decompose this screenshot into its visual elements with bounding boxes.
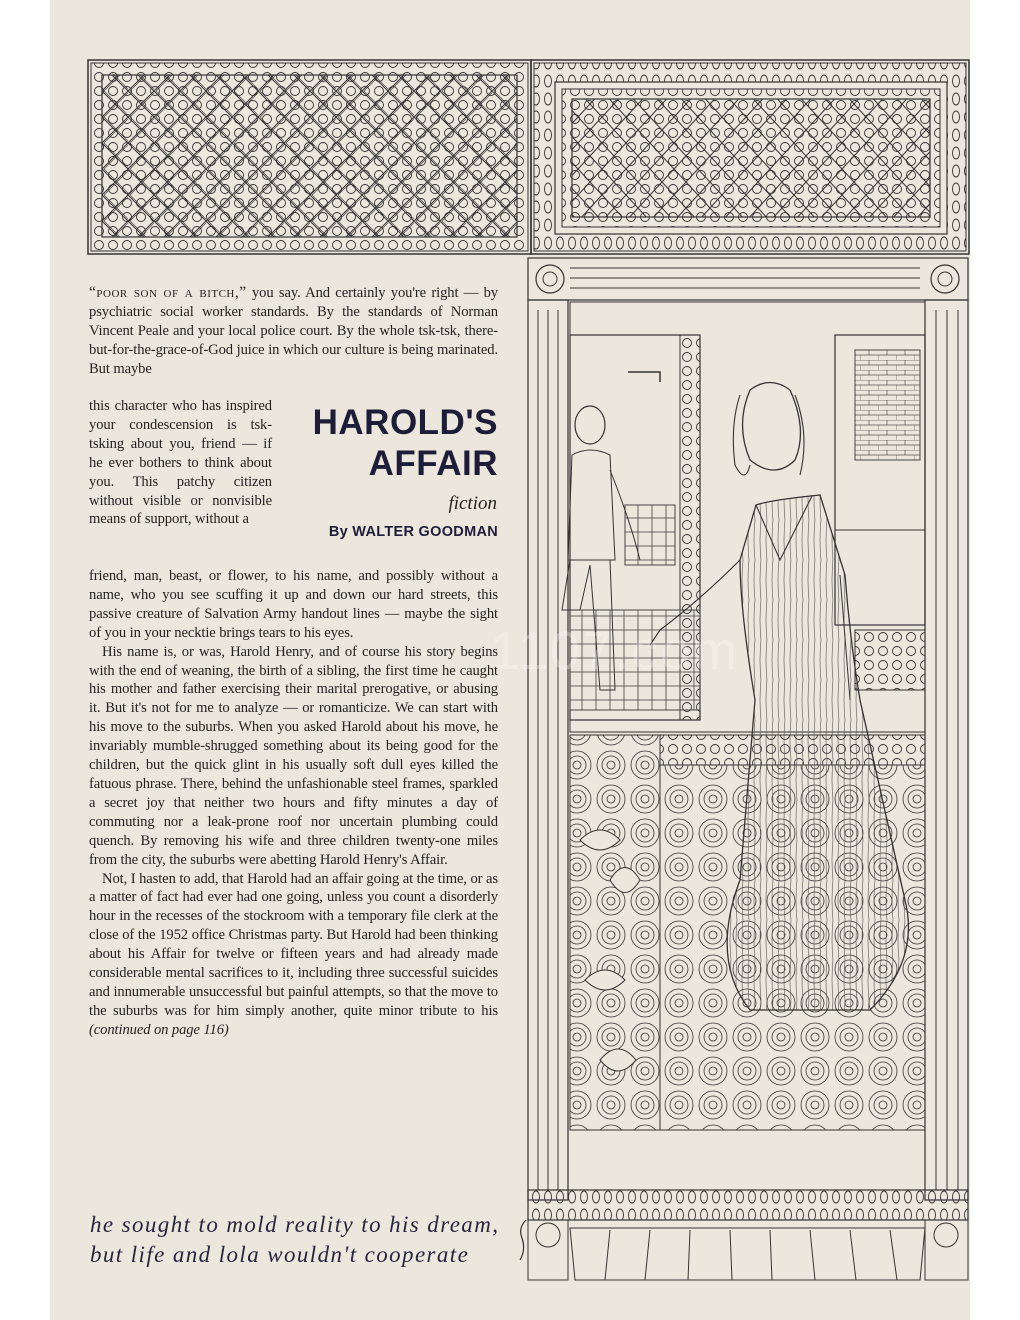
watermark: 1107.com (490, 621, 740, 681)
paragraph-1-text: you say. And certainly you're right — by psychiatric social worker standards. By the standards of Norman Vincent Peale and your local police court. By the whole tsk-tsk, there-but-for-the-grace-of-God juice in which our culture is being marinated. But maybe (89, 285, 498, 377)
pull-quote-line-1: he sought to mold reality to his dream, (90, 1212, 500, 1237)
title-line-1: HAROLD'S (312, 403, 498, 442)
pull-quote-line-2: but life and lola wouldn't cooperate (90, 1242, 470, 1267)
drop-phrase: “poor son of a bitch,” (89, 284, 247, 301)
paragraph-1-lead (89, 284, 498, 379)
genre-label: fiction (448, 493, 497, 514)
paragraph-1-narrow: this character who has inspired your condescension is tsk-tsking about you, friend — if he ever bothers to think about you. This patchy citizen without visible or nonvisible means of support, without a (89, 398, 272, 528)
article-column-top (89, 284, 498, 379)
paragraph-3-text: Not, I hasten to add, that Harold had an affair going at the time, or as a matter of fact had ever had one going, unless you count a disorderly hour in the recesses of the stockroom with a temporary file clerk at the close of the 1952 office Christmas party. But Harold had been thinking about his Affair for twelve or fifteen years and had already made considerable mental sacrifices to it, including three successful suicides and innumerable unsuccessful but painful attempts, so that the move to the suburbs was for him simply another, quite minor tribute to his (89, 870, 498, 1019)
title-line-2: AFFAIR (368, 444, 498, 483)
magazine-page (50, 0, 970, 1320)
pull-quote (90, 1210, 510, 1270)
article-title (278, 402, 498, 484)
article-column-body (89, 567, 498, 1040)
paragraph-2: His name is, or was, Harold Henry, and of course his story begins with the end of weaning, the birth of a sibling, the first time he caught his mother and father exercising their marital prerogative, or abusing it. But it's not for me to analyze — or romanticize. We can start with his move to the suburbs. When you asked Harold about his move, he invariably mumble-shrugged something about its being good for the children, but the quick glint in his usually soft dull eyes killed the fatuous phrase. There, behind the unfashionable steel frames, sparkled a secret joy that neither two hours and fifty minutes a day of commuting nor a leak-prone roof nor uncertain plumbing could quench. By removing his wife and three children twenty-one miles from the city, the suburbs were abetting Harold Henry's Affair. (89, 643, 498, 868)
continued-note: (continued on page 116) (89, 1021, 229, 1038)
byline: By WALTER GOODMAN (328, 524, 498, 540)
paragraph-3 (89, 870, 498, 1040)
paragraph-1-end: friend, man, beast, or flower, to his name, and possibly without a name, who you see scuffing it up and down our hard streets, this passive creature of Salvation Army handout lines — maybe the sight of you in your necktie brings tears to his eyes. (89, 568, 498, 641)
article-column-narrow (89, 397, 272, 529)
